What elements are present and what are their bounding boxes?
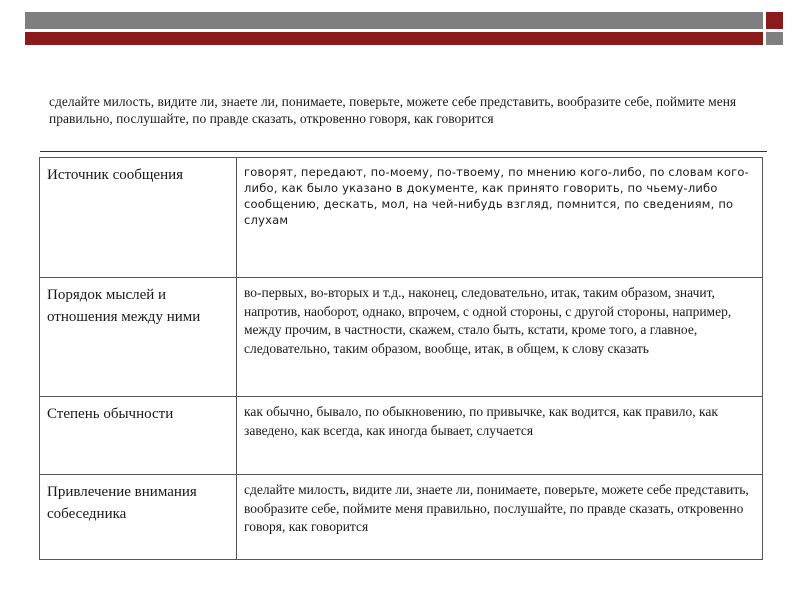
- row-content: во-первых, во-вторых и т.д., наконец, следовательно, итак, таким образом, значит, напротив, наоборот, однако, впрочем, с одной стороны, с другой стороны, например, между прочим, в частности, скажем, стало быть, кстати, кроме того, а главное, следовательно, таким образом, вообще, итак, в общем, к слову сказать: [237, 278, 763, 397]
- row-label: Степень обычности: [40, 397, 237, 475]
- table-row: [40, 278, 763, 397]
- table-row: [40, 158, 763, 278]
- header-bar-gray: [25, 12, 763, 29]
- header-square-red: [766, 12, 783, 29]
- table-row: [40, 475, 763, 560]
- row-label: Порядок мыслей и отношения между ними: [40, 278, 237, 397]
- row-content: как обычно, бывало, по обыкновению, по привычке, как водится, как правило, как заведено, как всегда, как иногда бывает, случается: [237, 397, 763, 475]
- intro-text: сделайте милость, видите ли, знаете ли, понимаете, поверьте, можете себе представить, вообразите себе, поймите меня правильно, послушайте, по правде сказать, откровенно говоря, как говорится: [49, 94, 737, 126]
- header-bar-red: [25, 32, 763, 45]
- header-square-gray: [766, 32, 783, 45]
- table-row: [40, 397, 763, 475]
- row-content: сделайте милость, видите ли, знаете ли, понимаете, поверьте, можете себе представить, вообразите себе, поймите меня правильно, послушайте, по правде сказать, откровенно говоря, как говорится: [237, 475, 763, 560]
- parenthetical-words-table: [39, 157, 763, 560]
- row-label: Источник сообщения: [40, 158, 237, 278]
- divider-line: [40, 151, 767, 152]
- row-label: Привлечение внимания собеседника: [40, 475, 237, 560]
- row-content: говорят, передают, по-моему, по-твоему, по мнению кого-либо, по словам кого-либо, как было указано в документе, как принято говорить, по чьему-либо сообщению, дескать, мол, на чей-нибудь взгляд, помнится, по сведениям, по слухам: [237, 158, 763, 278]
